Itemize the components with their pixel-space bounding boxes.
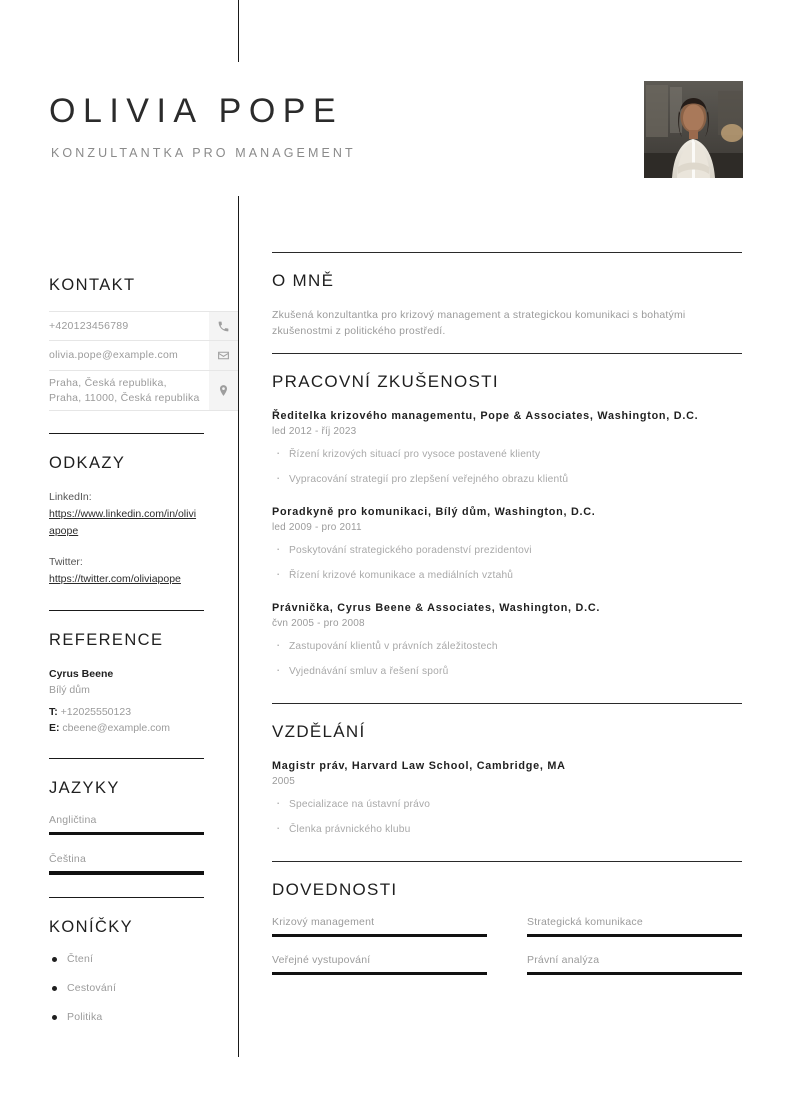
twitter-url[interactable]: https://twitter.com/oliviapope (49, 573, 181, 585)
sidebar-section-languages (0, 779, 238, 898)
contact-heading: KONTAKT (49, 276, 136, 294)
language-name: Čeština (49, 853, 87, 866)
reference-email-label: E: (49, 722, 60, 734)
sidebar-section-contact (0, 276, 238, 434)
skill-level-bar (527, 934, 742, 937)
skill-name: Právní analýza (527, 954, 600, 967)
reference-phone: +12025550123 (60, 706, 132, 718)
section-about (272, 253, 742, 339)
sidebar-divider-1 (49, 433, 204, 434)
link-item (49, 554, 238, 588)
email-icon (209, 341, 238, 371)
sidebar (0, 276, 238, 1040)
entry-title: Magistr práv, Harvard Law School, Cambridge, MA (272, 760, 566, 772)
about-text: Zkušená konzultantka pro krizový management a strategickou komunikaci s bohatými zkušenostmi z politického prostředí. (272, 309, 686, 337)
main-content (272, 252, 742, 975)
reference-email: cbeene@example.com (62, 722, 170, 734)
address-line-1: Praha, Česká republika, (49, 376, 167, 389)
entry-date: čvn 2005 - pro 2008 (272, 618, 365, 629)
skill-level-bar (272, 972, 487, 975)
skill-item (272, 954, 487, 975)
hobby-item: Politika (49, 1011, 238, 1023)
entry-bullet: · Členka právnického klubu (272, 822, 742, 837)
reference-organization: Bílý dům (49, 684, 90, 696)
contact-icon-strip (209, 311, 238, 411)
about-heading: O MNĚ (272, 271, 335, 290)
entry-date: 2005 (272, 776, 296, 787)
skill-item (272, 916, 487, 937)
education-entry (272, 758, 742, 837)
experience-entry (272, 408, 742, 487)
job-subtitle: KONZULTANTKA PRO MANAGEMENT (51, 146, 356, 160)
entry-bullet: · Poskytování strategického poradenství prezidentovi (272, 543, 742, 558)
entry-bullet: · Vypracování strategií pro zlepšení veřejného obrazu klientů (272, 472, 742, 487)
linkedin-label: LinkedIn: (49, 491, 92, 503)
page-title: OLIVIA POPE (49, 92, 344, 130)
language-level-bar (49, 832, 204, 835)
experience-entry (272, 600, 742, 679)
sidebar-divider-3 (49, 758, 204, 759)
section-education (272, 704, 742, 837)
entry-bullet: · Řízení krizových situací pro vysoce postavené klienty (272, 447, 742, 462)
reference-phone-row (49, 704, 238, 720)
address-line-2: Praha, 11000, Česká republika (49, 391, 200, 404)
skills-grid (272, 916, 742, 975)
sidebar-divider-4 (49, 897, 204, 898)
language-item (49, 814, 204, 835)
avatar (644, 81, 743, 178)
sidebar-section-reference (0, 631, 238, 759)
language-name: Angličtina (49, 814, 97, 826)
languages-heading: JAZYKY (49, 779, 120, 797)
hobbies-heading: KONÍČKY (49, 917, 134, 936)
header (0, 0, 794, 200)
entry-title: Poradkyně pro komunikaci, Bílý dům, Washington, D.C. (272, 506, 596, 518)
linkedin-url[interactable]: https://www.linkedin.com/in/oliviapope (49, 508, 197, 537)
entry-bullet: · Vyjednávání smluv a řešení sporů (272, 664, 742, 679)
entry-title: Právnička, Cyrus Beene & Associates, Washington, D.C. (272, 602, 601, 614)
entry-bullets (272, 543, 742, 583)
entry-bullets (272, 639, 742, 679)
contact-email[interactable]: olivia.pope@example.com (49, 341, 209, 371)
links-heading: ODKAZY (49, 454, 126, 472)
entry-bullet: · Zastupování klientů v právních záležitostech (272, 639, 742, 654)
entry-bullets (272, 447, 742, 487)
skill-item (527, 954, 742, 975)
experience-entry (272, 504, 742, 583)
section-skills (272, 862, 742, 975)
language-level-bar (49, 871, 204, 874)
language-item (49, 853, 204, 874)
vertical-divider-main (238, 196, 239, 1057)
skill-name: Veřejné vystupování (272, 954, 371, 967)
portrait-photo-icon (644, 81, 743, 178)
skill-name: Krizový management (272, 916, 375, 928)
skill-name: Strategická komunikace (527, 916, 643, 928)
skill-item (527, 916, 742, 937)
phone-icon (209, 311, 238, 341)
entry-bullet: · Řízení krizové komunikace a mediálních vztahů (272, 568, 742, 583)
education-heading: VZDĚLÁNÍ (272, 722, 366, 741)
skill-level-bar (527, 972, 742, 975)
sidebar-section-links (0, 454, 238, 611)
experience-heading: PRACOVNÍ ZKUŠENOSTI (272, 372, 499, 391)
twitter-label: Twitter: (49, 556, 83, 568)
entry-title: Ředitelka krizového managementu, Pope & Associates, Washington, D.C. (272, 410, 699, 422)
reference-phone-label: T: (49, 706, 58, 718)
hobby-item: Cestování (49, 982, 238, 994)
contact-phone[interactable]: +420123456789 (49, 311, 209, 341)
section-experience (272, 354, 742, 679)
hobby-item: Čtení (49, 953, 238, 965)
entry-date: led 2012 - říj 2023 (272, 426, 357, 437)
reference-heading: REFERENCE (49, 631, 164, 649)
sidebar-section-hobbies (0, 918, 238, 1023)
sidebar-divider-2 (49, 610, 204, 611)
entry-date: led 2009 - pro 2011 (272, 522, 362, 533)
reference-email-row (49, 720, 238, 736)
link-item (49, 489, 238, 540)
skill-level-bar (272, 934, 487, 937)
entry-bullet: · Specializace na ústavní právo (272, 797, 742, 812)
entry-bullets (272, 797, 742, 837)
contact-address (49, 371, 209, 411)
location-icon (209, 371, 238, 411)
skills-heading: DOVEDNOSTI (272, 880, 398, 899)
reference-name: Cyrus Beene (49, 668, 114, 680)
contact-table (49, 311, 238, 411)
